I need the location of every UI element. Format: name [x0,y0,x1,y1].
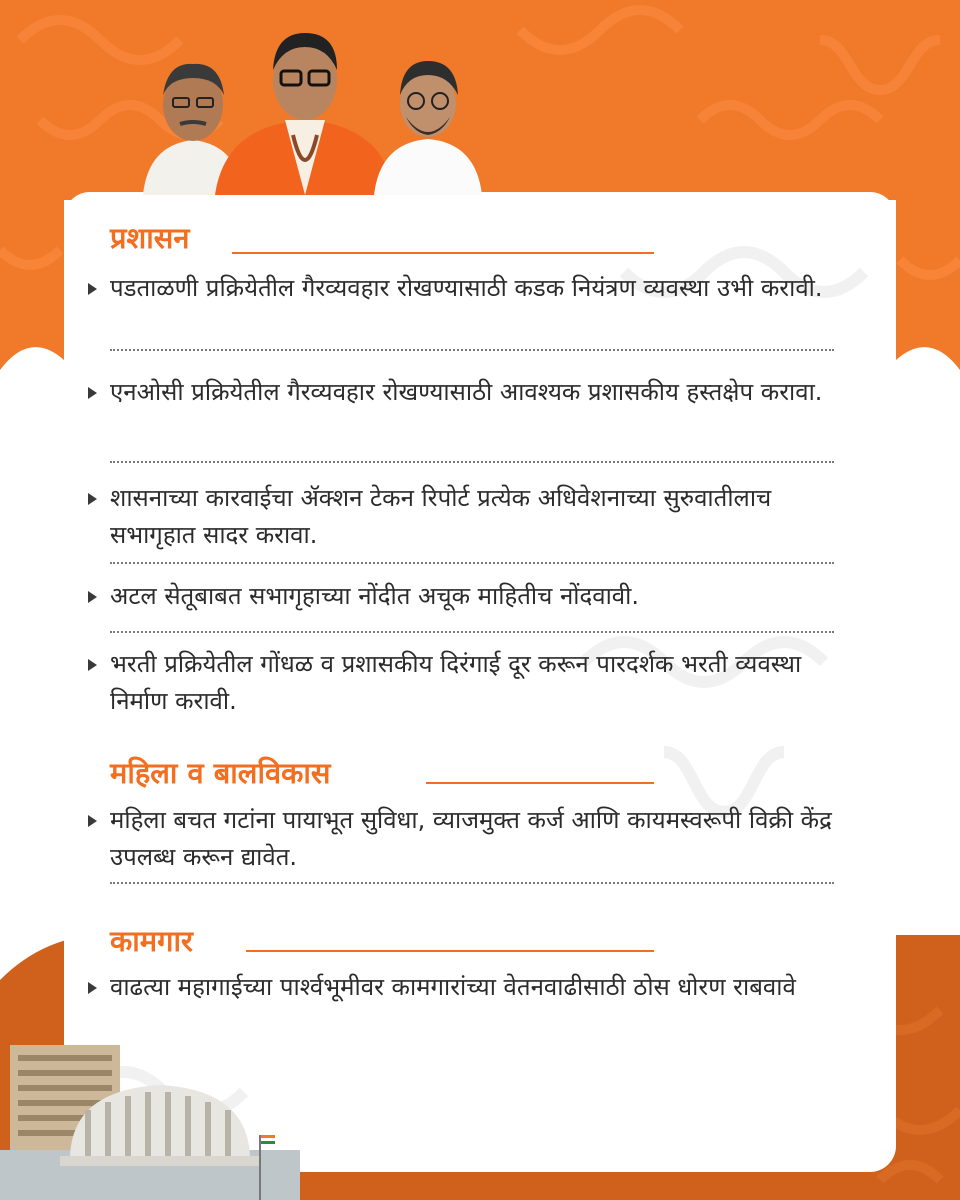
list-item [88,646,848,720]
bullet-arrow-icon [88,646,110,720]
dotted-divider [110,882,834,884]
dotted-divider [110,349,834,351]
list-item [88,270,848,307]
list-item-text: एनओसी प्रक्रियेतील गैरव्यवहार रोखण्यासाठी आवश्यक प्रशासकीय हस्तक्षेप करावा. [110,378,823,406]
bullet-arrow-icon [88,969,110,1006]
portrait-right [372,55,484,195]
portrait-center [215,25,395,195]
list-item-text: पडताळणी प्रक्रियेतील गैरव्यवहार रोखण्यासाठी कडक नियंत्रण व्यवस्था उभी करावी. [110,274,823,302]
content-card [64,192,896,1172]
bullet-arrow-icon [88,480,110,554]
section-header-prashasan [110,217,189,257]
section-header-mahila-balvikas [110,752,331,792]
bullet-arrow-icon [88,802,110,876]
section-title: प्रशासन [110,220,190,255]
list-item-text: भरती प्रक्रियेतील गोंधळ व प्रशासकीय दिरंगाई दूर करून पारदर्शक भरती व्यवस्था निर्माण करावी. [110,650,802,715]
bullet-arrow-icon [88,270,110,307]
dotted-divider [110,631,834,633]
section-rule [246,950,654,952]
list-item-text: शासनाच्या कारवाईचा ॲक्शन टेकन रिपोर्ट प्रत्येक अधिवेशनाच्या सुरुवातीलाच सभागृहात सादर करावा. [110,484,772,549]
list-item [88,374,848,411]
section-header-kamgar [110,920,193,960]
bullet-arrow-icon [88,578,110,615]
list-item [88,480,848,554]
list-item [88,578,848,615]
list-item-text: महिला बचत गटांना पायाभूत सुविधा, व्याजमुक्त कर्ज आणि कायमस्वरूपी विक्री केंद्र उपलब्ध करून द्यावेत. [110,806,832,871]
section-rule [426,782,654,784]
section-rule [232,252,654,254]
section-title: कामगार [110,923,193,958]
list-item [88,802,848,876]
bullet-arrow-icon [88,374,110,411]
list-item-text: अटल सेतूबाबत सभागृहाच्या नोंदीत अचूक माहितीच नोंदवावी. [110,582,639,610]
list-item-text: वाढत्या महागाईच्या पार्श्वभूमीवर कामगारांच्या वेतनवाढीसाठी ठोस धोरण राबवावे [110,973,796,1001]
section-title: महिला व बालविकास [110,755,331,790]
dotted-divider [110,562,834,564]
dotted-divider [110,461,834,463]
vidhan-bhavan-building-image [0,1030,300,1200]
list-item [88,969,848,1006]
